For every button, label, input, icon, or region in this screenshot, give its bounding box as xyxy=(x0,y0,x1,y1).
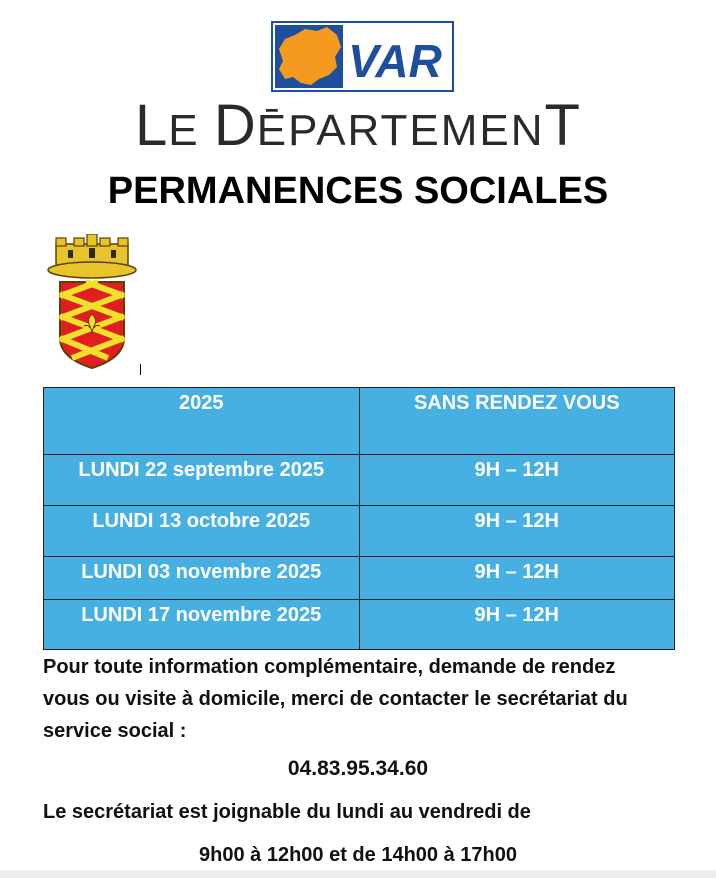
phone-number: 04.83.95.34.60 xyxy=(287,757,429,780)
var-logo xyxy=(271,21,454,92)
row-hours: 9H – 12H xyxy=(359,600,675,650)
table-row xyxy=(44,455,675,506)
schedule-table xyxy=(43,387,675,650)
department-title: LE DĒPARTEMENT xyxy=(135,93,581,158)
opening-days-text: Le secrétariat est joignable du lundi au vendredi de xyxy=(43,801,531,823)
contact-info-text: Pour toute information complémentaire, demande de rendez vous ou visite à domicile, merci de contacter le secrétariat du service social : xyxy=(43,656,628,742)
row-date: LUNDI 17 novembre 2025 xyxy=(44,600,360,650)
header-walk-in: SANS RENDEZ VOUS xyxy=(359,388,675,455)
row-date: LUNDI 22 septembre 2025 xyxy=(44,455,360,506)
page-title: PERMANENCES SOCIALES xyxy=(107,170,609,212)
table-header-row xyxy=(44,388,675,455)
var-logo-text: VAR xyxy=(348,35,442,87)
opening-hours-text: 9h00 à 12h00 et de 14h00 à 17h00 xyxy=(199,844,517,866)
row-hours: 9H – 12H xyxy=(359,506,675,557)
table-row xyxy=(44,600,675,650)
coat-of-arms-icon xyxy=(46,234,138,372)
row-hours: 9H – 12H xyxy=(359,455,675,506)
row-date: LUNDI 13 octobre 2025 xyxy=(44,506,360,557)
table-row xyxy=(44,557,675,600)
header-year: 2025 xyxy=(44,388,360,455)
page-bottom-edge xyxy=(0,870,716,878)
row-date: LUNDI 03 novembre 2025 xyxy=(44,557,360,600)
text-cursor xyxy=(140,364,141,375)
row-hours: 9H – 12H xyxy=(359,557,675,600)
table-row xyxy=(44,506,675,557)
